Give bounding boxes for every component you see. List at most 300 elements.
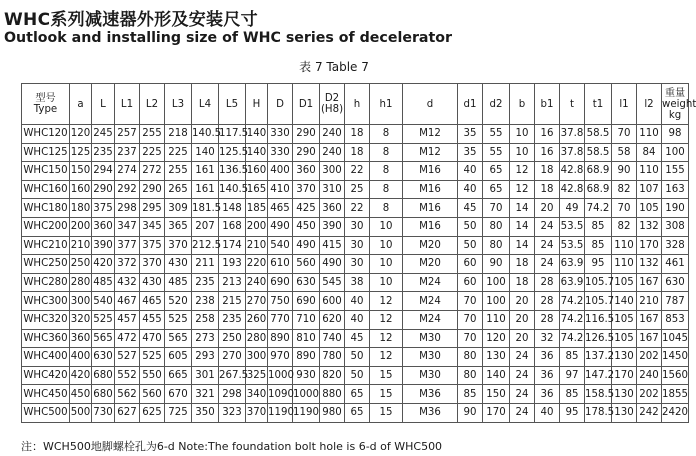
column-header-line: D2 bbox=[324, 93, 340, 104]
table-cell: 28 bbox=[535, 310, 560, 329]
table-cell: 18 bbox=[510, 255, 535, 274]
table-cell: 50 bbox=[345, 366, 370, 385]
table-cell: 215 bbox=[219, 292, 246, 311]
table-cell: 212.5 bbox=[192, 236, 219, 255]
table-body bbox=[22, 125, 689, 423]
table-cell: 167 bbox=[637, 273, 662, 292]
table-row bbox=[22, 403, 689, 422]
table-cell: 53.5 bbox=[560, 217, 585, 236]
table-cell: 150 bbox=[483, 385, 510, 404]
table-cell: 218 bbox=[165, 125, 192, 144]
table-cell: 70 bbox=[612, 125, 637, 144]
table-cell: 309 bbox=[165, 199, 192, 218]
table-cell: 200 bbox=[246, 217, 268, 236]
table-cell: 1000 bbox=[293, 385, 320, 404]
table-cell: 16 bbox=[535, 143, 560, 162]
table-cell: 70 bbox=[483, 199, 510, 218]
dimension-table bbox=[21, 83, 696, 423]
table-cell: 85 bbox=[560, 385, 585, 404]
table-cell: 1190 bbox=[268, 403, 293, 422]
table-cell: 325 bbox=[246, 366, 268, 385]
table-cell: 290 bbox=[140, 180, 165, 199]
table-cell: 627 bbox=[115, 403, 140, 422]
table-cell: 520 bbox=[165, 292, 192, 311]
table-cell: 365 bbox=[165, 217, 192, 236]
table-cell: 280 bbox=[70, 273, 92, 292]
table-cell: 1450 bbox=[662, 348, 689, 367]
table-cell: 24 bbox=[535, 236, 560, 255]
column-header-line: t bbox=[570, 98, 574, 110]
table-cell: 181.5 bbox=[192, 199, 219, 218]
table-cell: 274 bbox=[115, 162, 140, 181]
column-header bbox=[22, 84, 70, 125]
table-cell: 290 bbox=[92, 180, 115, 199]
table-cell: 105 bbox=[637, 199, 662, 218]
table-cell: 24 bbox=[535, 255, 560, 274]
table-cell: 240 bbox=[637, 366, 662, 385]
table-cell: 310 bbox=[320, 180, 345, 199]
table-cell: 605 bbox=[165, 348, 192, 367]
table-cell: 20 bbox=[510, 292, 535, 311]
column-header bbox=[662, 84, 696, 125]
table-cell: 250 bbox=[219, 329, 246, 348]
table-cell: M30 bbox=[403, 348, 458, 367]
table-cell: 8 bbox=[370, 125, 403, 144]
table-cell: 74.2 bbox=[585, 199, 612, 218]
column-header-line: weight bbox=[662, 98, 696, 110]
table-cell: 330 bbox=[268, 143, 293, 162]
table-cell: 240 bbox=[246, 273, 268, 292]
table-cell: 298 bbox=[115, 199, 140, 218]
table-cell: 295 bbox=[140, 199, 165, 218]
table-cell: 140 bbox=[192, 143, 219, 162]
column-header bbox=[320, 84, 345, 125]
table-cell: 40 bbox=[535, 403, 560, 422]
column-header bbox=[115, 84, 140, 125]
table-cell: 148 bbox=[219, 199, 246, 218]
table-cell: 65 bbox=[483, 180, 510, 199]
table-cell: 45 bbox=[458, 199, 483, 218]
table-cell: 292 bbox=[115, 180, 140, 199]
table-cell: 60 bbox=[458, 255, 483, 274]
table-cell: 300 bbox=[246, 348, 268, 367]
table-cell: 265 bbox=[165, 180, 192, 199]
table-cell: 630 bbox=[293, 273, 320, 292]
table-cell: 430 bbox=[165, 255, 192, 274]
table-cell: 560 bbox=[140, 385, 165, 404]
table-cell: 80 bbox=[483, 236, 510, 255]
table-cell: 50 bbox=[345, 348, 370, 367]
table-cell: 345 bbox=[140, 217, 165, 236]
table-cell: 10 bbox=[510, 143, 535, 162]
table-cell: 210 bbox=[637, 292, 662, 311]
table-cell: 710 bbox=[293, 310, 320, 329]
table-cell: 80 bbox=[483, 217, 510, 236]
column-header bbox=[585, 84, 612, 125]
table-cell: 465 bbox=[268, 199, 293, 218]
table-cell: 8 bbox=[370, 162, 403, 181]
table-cell: 545 bbox=[320, 273, 345, 292]
model-cell: WHC320 bbox=[22, 310, 70, 329]
table-cell: 1000 bbox=[268, 366, 293, 385]
table-cell: 165 bbox=[246, 180, 268, 199]
table-row bbox=[22, 273, 689, 292]
table-cell: 490 bbox=[320, 255, 345, 274]
table-cell: 550 bbox=[140, 366, 165, 385]
table-cell: 105 bbox=[612, 329, 637, 348]
table-cell: 120 bbox=[70, 125, 92, 144]
table-cell: 163 bbox=[662, 180, 689, 199]
table-cell: 600 bbox=[320, 292, 345, 311]
table-cell: 100 bbox=[483, 292, 510, 311]
table-cell: 170 bbox=[483, 403, 510, 422]
table-cell: 158.5 bbox=[585, 385, 612, 404]
table-cell: 680 bbox=[92, 385, 115, 404]
table-cell: 16 bbox=[535, 125, 560, 144]
table-cell: 260 bbox=[246, 310, 268, 329]
table-cell: 45 bbox=[345, 329, 370, 348]
table-cell: 980 bbox=[320, 403, 345, 422]
column-header-line: b bbox=[518, 98, 526, 110]
model-cell: WHC210 bbox=[22, 236, 70, 255]
table-cell: 562 bbox=[115, 385, 140, 404]
table-cell: 320 bbox=[70, 310, 92, 329]
table-cell: 810 bbox=[293, 329, 320, 348]
column-header-line: l2 bbox=[644, 98, 654, 110]
table-cell: 178.5 bbox=[585, 403, 612, 422]
model-cell: WHC180 bbox=[22, 199, 70, 218]
table-cell: 500 bbox=[70, 403, 92, 422]
column-header bbox=[535, 84, 560, 125]
table-cell: 730 bbox=[92, 403, 115, 422]
table-cell: 740 bbox=[320, 329, 345, 348]
table-cell: 390 bbox=[320, 217, 345, 236]
table-cell: 132 bbox=[637, 255, 662, 274]
table-cell: 18 bbox=[535, 162, 560, 181]
table-cell: 160 bbox=[246, 162, 268, 181]
table-cell: 610 bbox=[268, 255, 293, 274]
table-cell: M30 bbox=[403, 329, 458, 348]
table-cell: 40 bbox=[458, 180, 483, 199]
table-cell: 12 bbox=[370, 329, 403, 348]
column-header-line: L4 bbox=[198, 98, 212, 110]
column-header bbox=[268, 84, 293, 125]
table-cell: 525 bbox=[92, 310, 115, 329]
table-cell: 420 bbox=[70, 366, 92, 385]
table-cell: 90 bbox=[483, 255, 510, 274]
table-cell: 36 bbox=[535, 366, 560, 385]
table-row bbox=[22, 329, 689, 348]
table-cell: 200 bbox=[70, 217, 92, 236]
table-cell: 1090 bbox=[268, 385, 293, 404]
table-cell: 85 bbox=[560, 348, 585, 367]
table-cell: 560 bbox=[293, 255, 320, 274]
table-cell: 63.9 bbox=[560, 273, 585, 292]
table-cell: 70 bbox=[612, 199, 637, 218]
column-header bbox=[510, 84, 535, 125]
table-cell: 28 bbox=[535, 292, 560, 311]
column-header bbox=[637, 84, 662, 125]
table-cell: 28 bbox=[535, 273, 560, 292]
table-cell: M20 bbox=[403, 255, 458, 274]
table-cell: 525 bbox=[165, 310, 192, 329]
table-cell: 80 bbox=[458, 366, 483, 385]
table-cell: 130 bbox=[612, 403, 637, 422]
table-cell: 410 bbox=[268, 180, 293, 199]
table-cell: 455 bbox=[140, 310, 165, 329]
column-header-line: L5 bbox=[225, 98, 239, 110]
table-cell: 40 bbox=[345, 310, 370, 329]
table-cell: 20 bbox=[510, 310, 535, 329]
table-cell: 42.8 bbox=[560, 180, 585, 199]
model-cell: WHC500 bbox=[22, 403, 70, 422]
table-cell: 461 bbox=[662, 255, 689, 274]
table-cell: 242 bbox=[637, 403, 662, 422]
table-cell: M16 bbox=[403, 162, 458, 181]
table-cell: 140 bbox=[483, 366, 510, 385]
table-cell: 485 bbox=[165, 273, 192, 292]
column-header bbox=[246, 84, 268, 125]
table-cell: 105 bbox=[612, 310, 637, 329]
table-cell: 527 bbox=[115, 348, 140, 367]
table-row bbox=[22, 199, 689, 218]
table-cell: 24 bbox=[535, 217, 560, 236]
table-cell: 55 bbox=[483, 125, 510, 144]
table-cell: 110 bbox=[483, 310, 510, 329]
table-cell: 137.2 bbox=[585, 348, 612, 367]
table-cell: 120 bbox=[483, 329, 510, 348]
footnote: 注：WCH500地脚螺栓孔为6-d Note:The foundation bolt hole is 6-d of WHC500 bbox=[21, 440, 443, 453]
column-header-line: a bbox=[77, 98, 84, 110]
table-cell: 890 bbox=[268, 329, 293, 348]
table-cell: 690 bbox=[268, 273, 293, 292]
table-row bbox=[22, 255, 689, 274]
table-cell: 117.5 bbox=[219, 125, 246, 144]
column-header bbox=[458, 84, 483, 125]
table-cell: 213 bbox=[219, 273, 246, 292]
table-cell: 42.8 bbox=[560, 162, 585, 181]
table-cell: 293 bbox=[192, 348, 219, 367]
column-header-line: t1 bbox=[592, 98, 604, 110]
table-cell: 690 bbox=[293, 292, 320, 311]
table-cell: 85 bbox=[585, 236, 612, 255]
table-cell: 377 bbox=[115, 236, 140, 255]
table-cell: 20 bbox=[535, 199, 560, 218]
table-cell: 8 bbox=[370, 143, 403, 162]
table-cell: 12 bbox=[370, 348, 403, 367]
model-cell: WHC160 bbox=[22, 180, 70, 199]
table-cell: 12 bbox=[370, 310, 403, 329]
table-cell: 68.9 bbox=[585, 162, 612, 181]
column-header bbox=[219, 84, 246, 125]
table-cell: 100 bbox=[662, 143, 689, 162]
table-cell: 360 bbox=[320, 199, 345, 218]
column-header bbox=[140, 84, 165, 125]
table-cell: 308 bbox=[662, 217, 689, 236]
table-cell: 272 bbox=[140, 162, 165, 181]
model-cell: WHC120 bbox=[22, 125, 70, 144]
table-cell: 110 bbox=[612, 236, 637, 255]
table-cell: 1190 bbox=[293, 403, 320, 422]
table-cell: 328 bbox=[662, 236, 689, 255]
table-cell: 390 bbox=[92, 236, 115, 255]
model-cell: WHC250 bbox=[22, 255, 70, 274]
table-cell: 140 bbox=[246, 143, 268, 162]
table-cell: M16 bbox=[403, 217, 458, 236]
table-cell: 185 bbox=[246, 199, 268, 218]
table-cell: 40 bbox=[345, 292, 370, 311]
table-cell: 8 bbox=[370, 199, 403, 218]
table-cell: 267.5 bbox=[219, 366, 246, 385]
table-cell: 58.5 bbox=[585, 125, 612, 144]
table-row bbox=[22, 348, 689, 367]
table-cell: 18 bbox=[345, 143, 370, 162]
table-cell: 210 bbox=[70, 236, 92, 255]
table-cell: 290 bbox=[293, 143, 320, 162]
table-cell: 565 bbox=[165, 329, 192, 348]
table-cell: 24 bbox=[510, 366, 535, 385]
table-cell: 22 bbox=[345, 199, 370, 218]
table-cell: 22 bbox=[345, 162, 370, 181]
model-cell: WHC450 bbox=[22, 385, 70, 404]
table-cell: 150 bbox=[70, 162, 92, 181]
table-cell: 12 bbox=[370, 292, 403, 311]
table-cell: 167 bbox=[637, 310, 662, 329]
table-cell: 147.2 bbox=[585, 366, 612, 385]
table-cell: 24 bbox=[510, 403, 535, 422]
table-cell: 90 bbox=[458, 403, 483, 422]
column-header bbox=[70, 84, 92, 125]
table-cell: 36 bbox=[535, 348, 560, 367]
table-cell: 25 bbox=[345, 180, 370, 199]
table-cell: 18 bbox=[345, 125, 370, 144]
table-cell: 85 bbox=[585, 217, 612, 236]
table-cell: 155 bbox=[662, 162, 689, 181]
table-cell: 430 bbox=[140, 273, 165, 292]
table-cell: 18 bbox=[510, 273, 535, 292]
table-cell: 110 bbox=[637, 162, 662, 181]
table-cell: M24 bbox=[403, 292, 458, 311]
table-cell: 49 bbox=[560, 199, 585, 218]
table-cell: 490 bbox=[293, 236, 320, 255]
table-cell: 250 bbox=[70, 255, 92, 274]
table-cell: 107 bbox=[637, 180, 662, 199]
table-cell: 50 bbox=[458, 217, 483, 236]
column-header bbox=[403, 84, 458, 125]
table-cell: 820 bbox=[320, 366, 345, 385]
table-cell: 24 bbox=[510, 385, 535, 404]
table-cell: 30 bbox=[345, 255, 370, 274]
table-cell: 780 bbox=[320, 348, 345, 367]
table-cell: 400 bbox=[268, 162, 293, 181]
table-cell: 161 bbox=[192, 180, 219, 199]
table-cell: 525 bbox=[140, 348, 165, 367]
column-header-line: l1 bbox=[619, 98, 629, 110]
table-cell: 20 bbox=[510, 329, 535, 348]
table-row bbox=[22, 310, 689, 329]
table-cell: 1560 bbox=[662, 366, 689, 385]
column-header-line: h1 bbox=[379, 98, 393, 110]
table-cell: 202 bbox=[637, 385, 662, 404]
table-cell: 10 bbox=[370, 273, 403, 292]
table-cell: 130 bbox=[612, 348, 637, 367]
table-cell: 420 bbox=[92, 255, 115, 274]
table-cell: 340 bbox=[246, 385, 268, 404]
table-cell: 126.5 bbox=[585, 329, 612, 348]
table-cell: 370 bbox=[293, 180, 320, 199]
column-header-line: L2 bbox=[145, 98, 159, 110]
table-cell: 95 bbox=[560, 403, 585, 422]
table-cell: 490 bbox=[268, 217, 293, 236]
column-header-line: L3 bbox=[171, 98, 185, 110]
table-cell: 450 bbox=[293, 217, 320, 236]
table-cell: 207 bbox=[192, 217, 219, 236]
table-cell: 225 bbox=[140, 143, 165, 162]
table-cell: 18 bbox=[535, 180, 560, 199]
table-cell: 10 bbox=[370, 217, 403, 236]
column-header bbox=[483, 84, 510, 125]
table-cell: 375 bbox=[92, 199, 115, 218]
table-cell: 238 bbox=[192, 292, 219, 311]
table-cell: 10 bbox=[510, 125, 535, 144]
table-cell: 110 bbox=[637, 125, 662, 144]
table-cell: 360 bbox=[70, 329, 92, 348]
table-cell: 110 bbox=[612, 255, 637, 274]
table-cell: 12 bbox=[510, 162, 535, 181]
table-cell: 202 bbox=[637, 348, 662, 367]
table-cell: 415 bbox=[320, 236, 345, 255]
table-cell: 210 bbox=[246, 236, 268, 255]
table-cell: 245 bbox=[92, 125, 115, 144]
table-cell: 98 bbox=[662, 125, 689, 144]
table-cell: 105.7 bbox=[585, 273, 612, 292]
table-cell: 38 bbox=[345, 273, 370, 292]
table-cell: 10 bbox=[370, 255, 403, 274]
column-header-line: Type bbox=[33, 104, 58, 115]
table-cell: 8 bbox=[370, 180, 403, 199]
table-cell: 82 bbox=[612, 180, 637, 199]
column-header-line: H bbox=[252, 98, 261, 110]
table-cell: 140.5 bbox=[192, 125, 219, 144]
column-header bbox=[192, 84, 219, 125]
table-row bbox=[22, 385, 689, 404]
table-cell: 58.5 bbox=[585, 143, 612, 162]
table-cell: 63.9 bbox=[560, 255, 585, 274]
table-cell: 665 bbox=[165, 366, 192, 385]
table-cell: 552 bbox=[115, 366, 140, 385]
table-cell: 255 bbox=[165, 162, 192, 181]
table-cell: 620 bbox=[320, 310, 345, 329]
table-cell: 290 bbox=[293, 125, 320, 144]
table-cell: 125.5 bbox=[219, 143, 246, 162]
model-cell: WHC360 bbox=[22, 329, 70, 348]
page-title-chinese: WHC系列减速器外形及安装尺寸 bbox=[4, 10, 258, 30]
table-cell: 36 bbox=[535, 385, 560, 404]
table-cell: 255 bbox=[140, 125, 165, 144]
table-cell: 240 bbox=[320, 143, 345, 162]
table-cell: M16 bbox=[403, 180, 458, 199]
table-cell: 32 bbox=[535, 329, 560, 348]
table-cell: 35 bbox=[458, 143, 483, 162]
table-cell: 60 bbox=[458, 273, 483, 292]
table-cell: 280 bbox=[246, 329, 268, 348]
table-cell: 50 bbox=[458, 236, 483, 255]
table-cell: 240 bbox=[320, 125, 345, 144]
model-cell: WHC300 bbox=[22, 292, 70, 311]
table-cell: 670 bbox=[165, 385, 192, 404]
model-cell: WHC400 bbox=[22, 348, 70, 367]
table-cell: 53.5 bbox=[560, 236, 585, 255]
